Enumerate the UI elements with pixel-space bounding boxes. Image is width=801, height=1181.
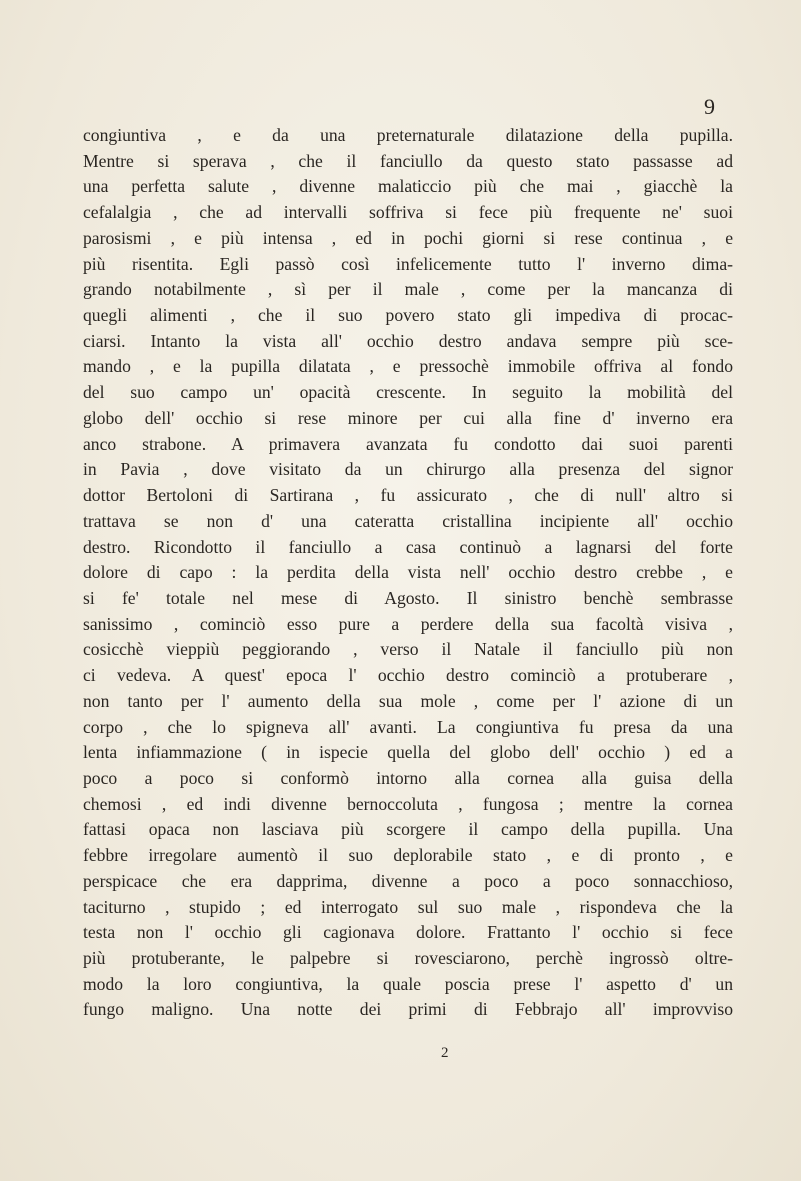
- text-line: più risentita. Egli passò così infelicemente tutto l' inverno dima-: [83, 253, 733, 274]
- text-line: testa non l' occhio gli cagionava dolore. Frattanto l' occhio si fece: [83, 922, 733, 943]
- text-line: più protuberante, le palpebre si rovesciarono, perchè ingrossò oltre-: [83, 948, 733, 968]
- text-line: sanissimo , cominciò esso pure a perdere della sua facoltà visiva ,: [83, 613, 733, 634]
- page-number: 9: [704, 94, 715, 119]
- text-line: fungo maligno. Una notte dei primi di Febbrajo all' improvviso: [83, 999, 733, 1020]
- text-line: Mentre si sperava , che il fanciullo da questo stato passasse ad: [83, 150, 733, 171]
- text-line: in Pavia , dove visitato da un chirurgo alla presenza del signor: [83, 459, 733, 480]
- text-line: fattasi opaca non lasciava più scorgere il campo della pupilla. Una: [83, 819, 733, 840]
- text-line: destro. Ricondotto il fanciullo a casa continuò a lagnarsi del forte: [83, 536, 733, 557]
- text-line: poco a poco si conformò intorno alla cornea alla guisa della: [83, 767, 733, 788]
- text-line: ciarsi. Intanto la vista all' occhio destro andava sempre più sce-: [83, 330, 733, 351]
- text-line: febbre irregolare aumentò il suo deplorabile stato , e di pronto , e: [83, 845, 733, 866]
- text-line: perspicace che era dapprima, divenne a poco a poco sonnacchioso,: [83, 870, 733, 891]
- text-line: lenta infiammazione ( in ispecie quella del globo dell' occhio ) ed a: [83, 742, 733, 763]
- text-line: quegli alimenti , che il suo povero stato gli impediva di procac-: [83, 305, 733, 326]
- text-line: trattava se non d' una cateratta cristallina incipiente all' occhio: [83, 510, 733, 531]
- text-line: ci vedeva. A quest' epoca l' occhio destro cominciò a protuberare ,: [83, 665, 733, 686]
- text-line: corpo , che lo spigneva all' avanti. La congiuntiva fu presa da una: [83, 716, 733, 737]
- text-line: globo dell' occhio si rese minore per cui alla fine d' inverno era: [83, 407, 733, 428]
- text-line: del suo campo un' opacità crescente. In seguito la mobilità del: [83, 382, 733, 403]
- text-line: taciturno , stupido ; ed interrogato sul suo male , rispondeva che la: [83, 896, 733, 917]
- text-line: si fe' totale nel mese di Agosto. Il sinistro benchè sembrasse: [83, 587, 733, 608]
- text-line: una perfetta salute , divenne malaticcio più che mai , giacchè la: [83, 176, 733, 197]
- text-line: cosicchè vieppiù peggiorando , verso il Natale il fanciullo più non: [83, 639, 733, 660]
- text-line: dottor Bertoloni di Sartirana , fu assicurato , che di null' altro si: [83, 485, 733, 506]
- text-line: grando notabilmente , sì per il male , come per la mancanza di: [83, 279, 733, 300]
- text-line: cefalalgia , che ad intervalli soffriva si fece più frequente ne' suoi: [83, 202, 733, 223]
- text-line: anco strabone. A primavera avanzata fu condotto dai suoi parenti: [83, 433, 733, 454]
- text-line: chemosi , ed indi divenne bernoccoluta , fungosa ; mentre la cornea: [83, 793, 733, 814]
- signature-mark: 2: [441, 1045, 449, 1061]
- text-line: modo la loro congiuntiva, la quale poscia prese l' aspetto d' un: [83, 973, 733, 994]
- body-text: [83, 123, 733, 1023]
- text-line: non tanto per l' aumento della sua mole , come per l' azione di un: [83, 690, 733, 711]
- text-line: dolore di capo : la perdita della vista nell' occhio destro crebbe , e: [83, 562, 733, 583]
- text-line: parosismi , e più intensa , ed in pochi giorni si rese continua , e: [83, 227, 733, 248]
- text-line: congiuntiva , e da una preternaturale dilatazione della pupilla.: [83, 125, 733, 145]
- text-line: mando , e la pupilla dilatata , e pressochè immobile offriva al fondo: [83, 356, 733, 377]
